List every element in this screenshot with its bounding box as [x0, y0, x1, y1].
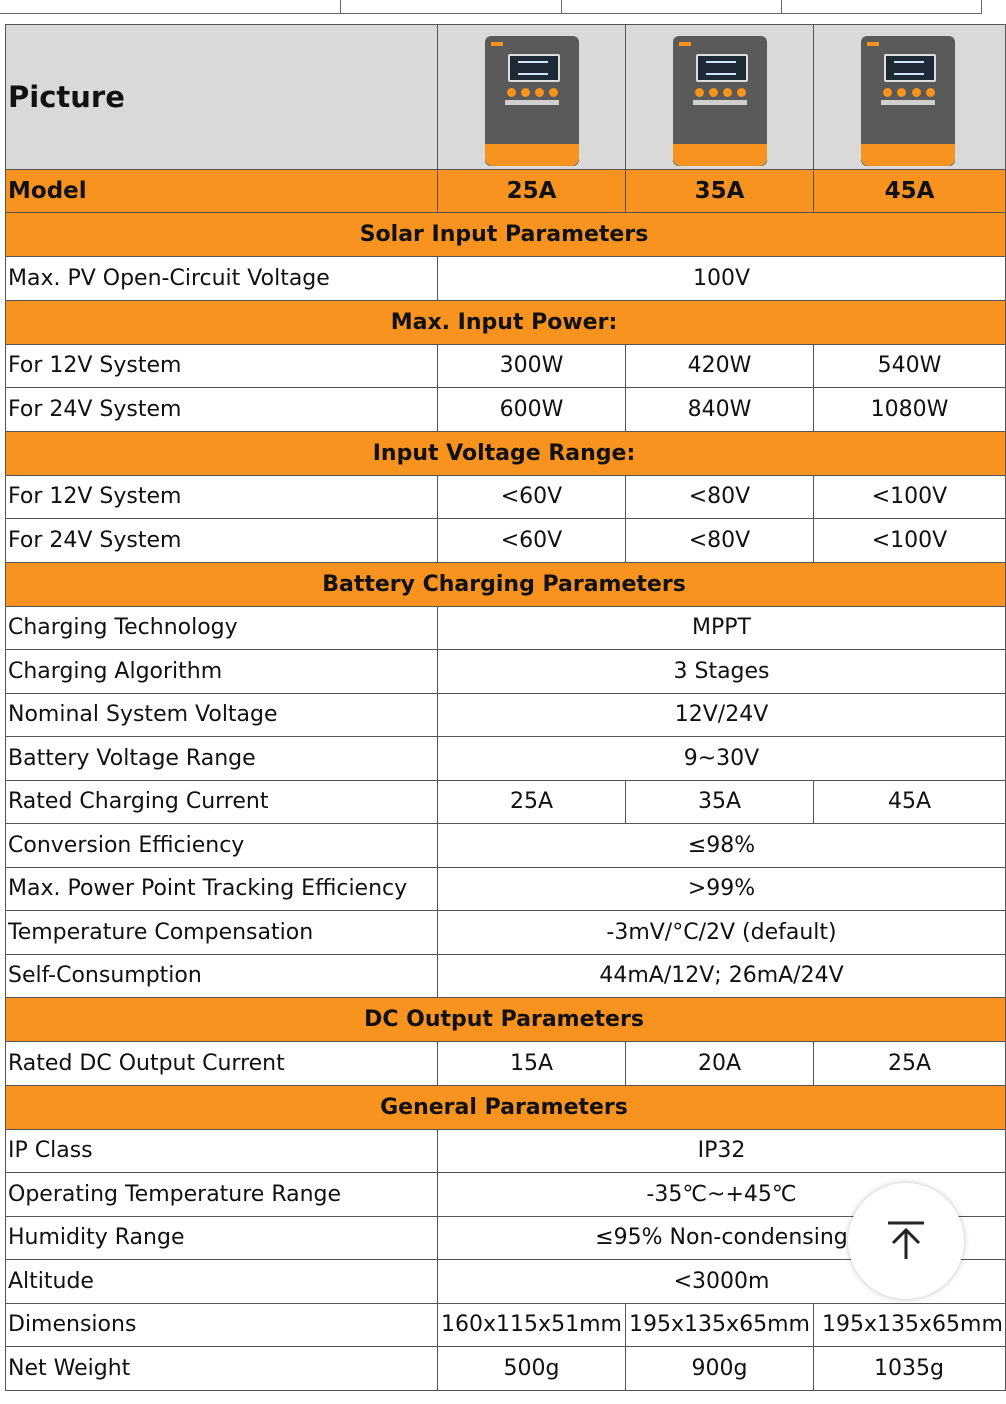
- row-value: 195x135x65mm: [814, 1303, 1006, 1347]
- table-row: [6, 344, 1006, 388]
- row-label: Max. PV Open-Circuit Voltage: [6, 257, 438, 301]
- section-title: Max. Input Power:: [390, 309, 618, 335]
- model-label: Model: [6, 170, 438, 213]
- row-value: 160x115x51mm: [438, 1303, 626, 1347]
- row-value: 20A: [626, 1042, 814, 1086]
- row-label: For 12V System: [6, 344, 438, 388]
- table-row: [6, 388, 1006, 432]
- row-value: -35℃~+45℃: [438, 1173, 1006, 1217]
- row-label: Charging Technology: [6, 606, 438, 650]
- row-value: 44mA/12V; 26mA/24V: [438, 954, 1006, 998]
- row-label: IP Class: [6, 1129, 438, 1173]
- row-label: Charging Algorithm: [6, 650, 438, 694]
- row-label: For 24V System: [6, 388, 438, 432]
- previous-table-edge: [0, 0, 960, 14]
- section-header: [6, 562, 1006, 606]
- section-title: General Parameters: [380, 1094, 628, 1120]
- row-label: For 24V System: [6, 519, 438, 563]
- picture-row: [6, 25, 1006, 170]
- row-value: MPPT: [438, 606, 1006, 650]
- row-value: 35A: [626, 780, 814, 824]
- table-row: [6, 780, 1006, 824]
- section-title: Battery Charging Parameters: [322, 571, 686, 597]
- row-value: 45A: [814, 780, 1006, 824]
- row-value: 500g: [438, 1347, 626, 1391]
- table-row: [6, 1129, 1006, 1173]
- scroll-to-top-button[interactable]: [848, 1183, 964, 1299]
- table-row: [6, 954, 1006, 998]
- row-value: <80V: [626, 519, 814, 563]
- row-value: 12V/24V: [438, 693, 1006, 737]
- row-value: 300W: [438, 344, 626, 388]
- previous-table-cell: [341, 0, 562, 14]
- row-label: Rated DC Output Current: [6, 1042, 438, 1086]
- section-header: [6, 213, 1006, 257]
- table-row: [6, 737, 1006, 781]
- row-value: ≤98%: [438, 824, 1006, 868]
- row-value: <100V: [814, 475, 1006, 519]
- row-value: <60V: [438, 475, 626, 519]
- section-title: DC Output Parameters: [364, 1007, 644, 1032]
- table-row: [6, 911, 1006, 955]
- row-value: 100V: [438, 257, 1006, 301]
- row-value: 1035g: [814, 1347, 1006, 1391]
- row-value: <60V: [438, 519, 626, 563]
- row-value: 1080W: [814, 388, 1006, 432]
- charge-controller-image: [861, 36, 955, 166]
- row-value: 600W: [438, 388, 626, 432]
- section-header: [6, 998, 1006, 1042]
- row-value: 15A: [438, 1042, 626, 1086]
- row-label: Battery Voltage Range: [6, 737, 438, 781]
- product-image-45a: [814, 25, 1006, 170]
- row-value: ≤95% Non-condensing: [438, 1216, 1006, 1260]
- section-header: [6, 1085, 1006, 1129]
- row-value: 900g: [626, 1347, 814, 1391]
- product-image-35a: [626, 25, 814, 170]
- charge-controller-image: [485, 36, 579, 166]
- row-label: Temperature Compensation: [6, 911, 438, 955]
- table-row: [6, 650, 1006, 694]
- row-value: IP32: [438, 1129, 1006, 1173]
- model-cell: 35A: [626, 170, 814, 213]
- table-row: [6, 824, 1006, 868]
- row-value: <80V: [626, 475, 814, 519]
- previous-table-cell: [782, 0, 982, 14]
- previous-table-cell: [0, 0, 341, 14]
- row-value: -3mV/°C/2V (default): [438, 911, 1006, 955]
- row-label: Net Weight: [6, 1347, 438, 1391]
- row-label: Dimensions: [6, 1303, 438, 1347]
- row-label: Self-Consumption: [6, 954, 438, 998]
- model-cell: 45A: [814, 170, 1006, 213]
- model-row: [6, 170, 1006, 213]
- section-header: [6, 300, 1006, 344]
- row-label: For 12V System: [6, 475, 438, 519]
- table-row: [6, 606, 1006, 650]
- product-image-25a: [438, 25, 626, 170]
- row-label: Humidity Range: [6, 1216, 438, 1260]
- section-header: [6, 431, 1006, 475]
- row-value: 840W: [626, 388, 814, 432]
- section-title: Solar Input Parameters: [359, 222, 649, 247]
- table-row: [6, 1347, 1006, 1391]
- charge-controller-image: [673, 36, 767, 166]
- section-title: Input Voltage Range:: [372, 440, 636, 466]
- row-label: Rated Charging Current: [6, 780, 438, 824]
- row-value: 25A: [438, 780, 626, 824]
- row-value: 9~30V: [438, 737, 1006, 781]
- table-row: [6, 475, 1006, 519]
- row-value: 195x135x65mm: [626, 1303, 814, 1347]
- row-label: Max. Power Point Tracking Efficiency: [6, 867, 438, 911]
- row-label: Conversion Efficiency: [6, 824, 438, 868]
- table-row: [6, 257, 1006, 301]
- table-row: [6, 693, 1006, 737]
- row-value: 3 Stages: [438, 650, 1006, 694]
- row-label: Altitude: [6, 1260, 438, 1304]
- row-value: >99%: [438, 867, 1006, 911]
- arrow-up-to-line-icon: [885, 1219, 927, 1261]
- row-value: <100V: [814, 519, 1006, 563]
- row-value: 420W: [626, 344, 814, 388]
- table-row: [6, 1173, 1006, 1217]
- row-label: Operating Temperature Range: [6, 1173, 438, 1217]
- table-row: [6, 1303, 1006, 1347]
- table-row: [6, 1042, 1006, 1086]
- picture-label: Picture: [6, 25, 438, 170]
- spec-table: [5, 24, 1006, 1391]
- previous-table-cell: [562, 0, 782, 14]
- table-row: [6, 867, 1006, 911]
- row-value: 540W: [814, 344, 1006, 388]
- table-row: [6, 519, 1006, 563]
- row-label: Nominal System Voltage: [6, 693, 438, 737]
- row-value: <3000m: [438, 1260, 1006, 1304]
- model-cell: 25A: [438, 170, 626, 213]
- row-value: 25A: [814, 1042, 1006, 1086]
